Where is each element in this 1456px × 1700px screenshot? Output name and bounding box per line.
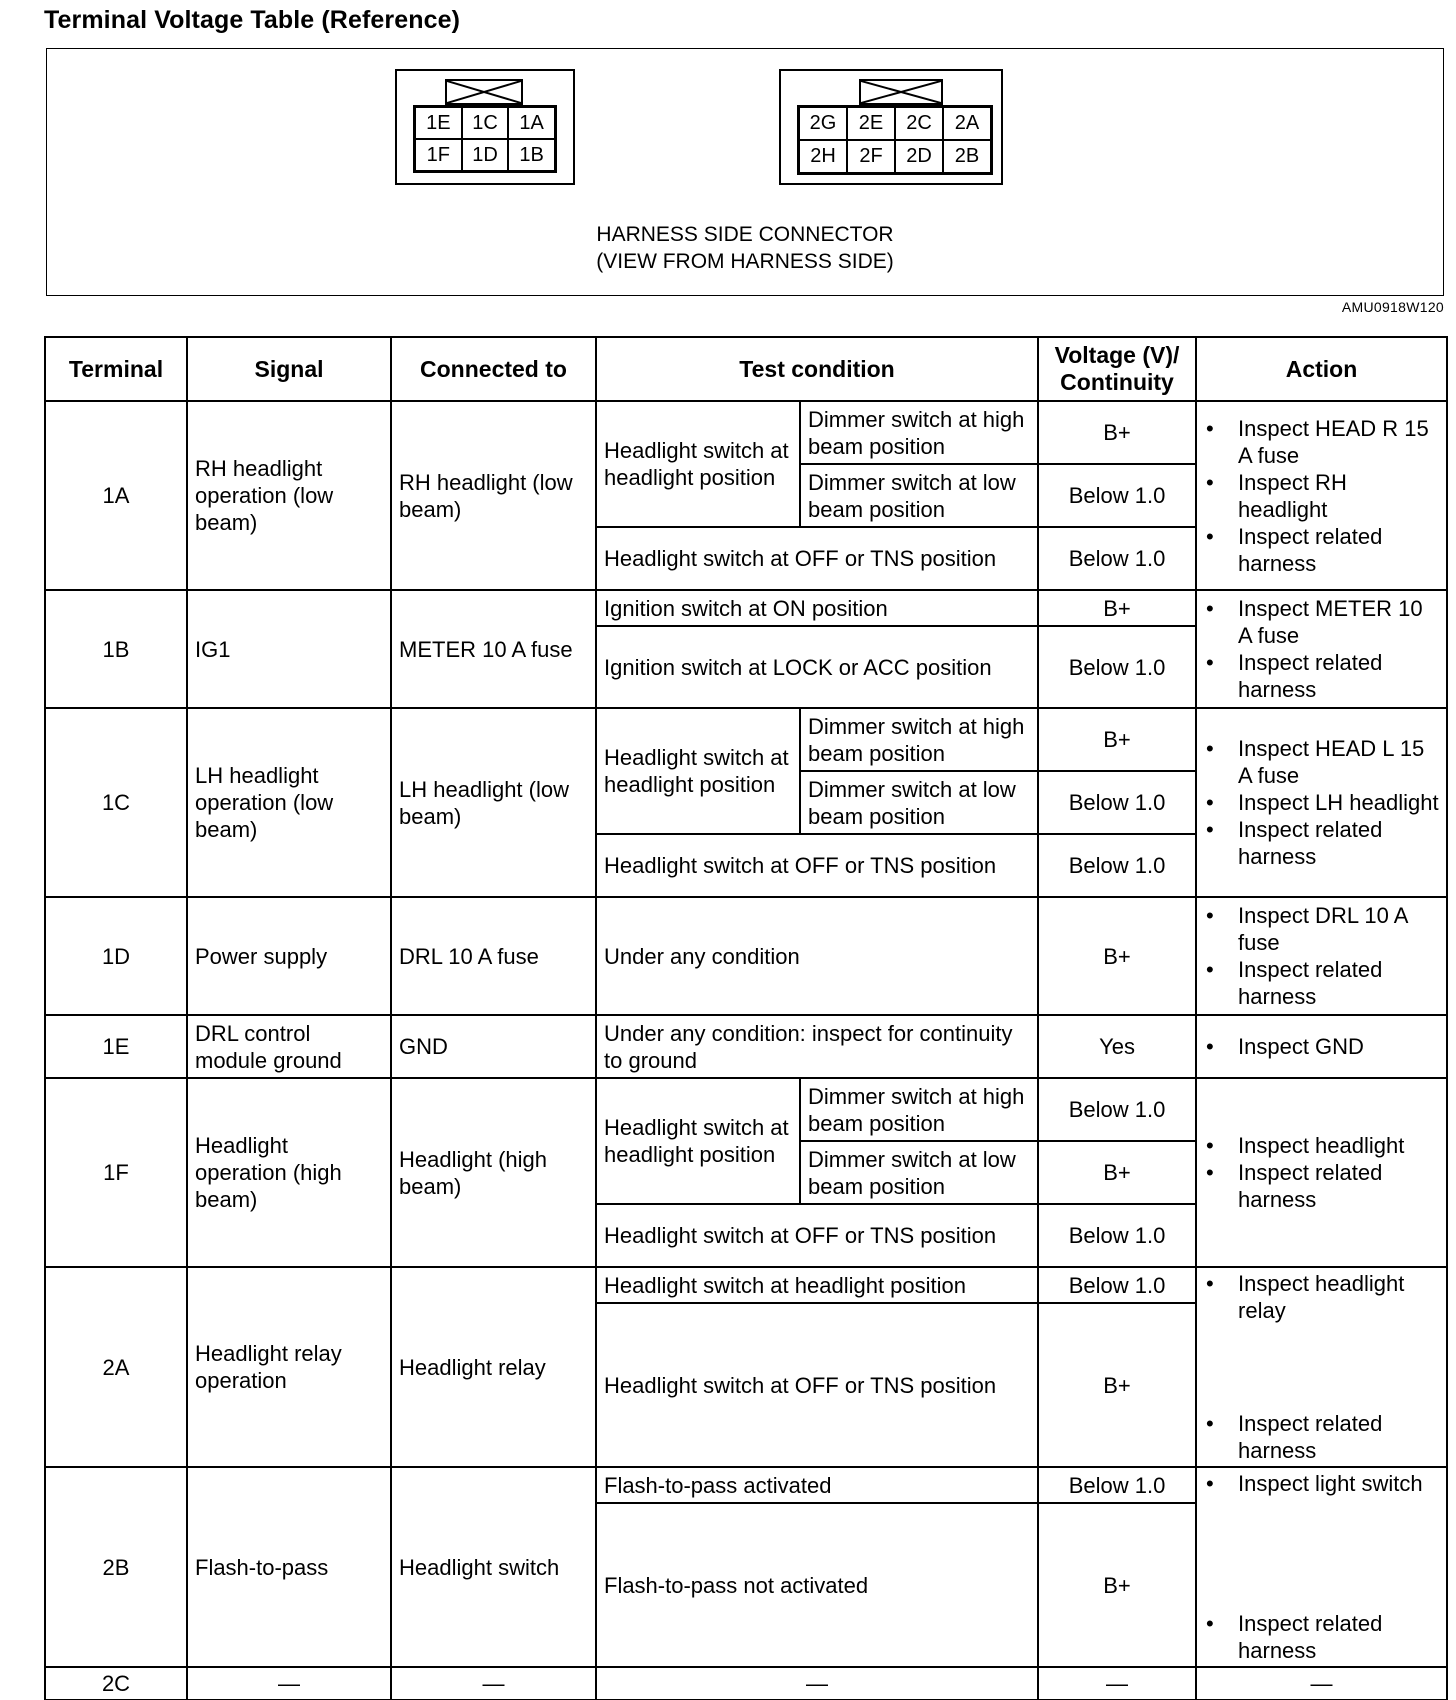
connected-cell: Headlight (high beam) (391, 1078, 596, 1267)
action-item: • Inspect related harness (1204, 816, 1439, 870)
condition-cell: Ignition switch at ON position (596, 590, 1038, 626)
signal-cell: Headlight relay operation (187, 1267, 391, 1467)
action-cell (1196, 1267, 1447, 1467)
connector-latch (859, 79, 943, 105)
pin-1A: 1A (508, 107, 555, 139)
voltage-cell: B+ (1038, 1141, 1196, 1204)
terminal-cell: 1F (45, 1078, 187, 1267)
pin-1D: 1D (462, 139, 509, 171)
action-item: • Inspect RH headlight (1204, 469, 1439, 523)
table-row (45, 401, 1447, 464)
pin-2A: 2A (943, 107, 991, 140)
header-signal: Signal (187, 337, 391, 401)
terminal-cell: 2B (45, 1467, 187, 1667)
connector-latch (445, 79, 523, 105)
page-title: Terminal Voltage Table (Reference) (44, 6, 461, 34)
condition-sub-cell: Dimmer switch at high beam position (800, 1078, 1038, 1141)
voltage-cell: — (1038, 1667, 1196, 1700)
header-action: Action (1196, 337, 1447, 401)
action-item: • Inspect related harness (1204, 1159, 1439, 1213)
pin-2F: 2F (847, 140, 895, 173)
pin-1B: 1B (508, 139, 555, 171)
action-item: • Inspect related harness (1204, 1610, 1439, 1664)
action-split (1204, 1470, 1439, 1664)
connected-cell: — (391, 1667, 596, 1700)
terminal-cell: 2C (45, 1667, 187, 1700)
action-item: • Inspect GND (1204, 1033, 1439, 1060)
voltage-cell: Below 1.0 (1038, 626, 1196, 708)
connected-cell: Headlight relay (391, 1267, 596, 1467)
condition-cell: Ignition switch at LOCK or ACC position (596, 626, 1038, 708)
action-item: • Inspect METER 10 A fuse (1204, 595, 1439, 649)
signal-cell: — (187, 1667, 391, 1700)
signal-cell: IG1 (187, 590, 391, 708)
header-voltage (1038, 337, 1196, 401)
table-row (45, 1267, 1447, 1303)
condition-sub-cell: Dimmer switch at high beam position (800, 401, 1038, 464)
terminal-cell: 1A (45, 401, 187, 590)
action-item: • Inspect DRL 10 A fuse (1204, 902, 1439, 956)
connector-1 (395, 69, 575, 185)
connected-cell: GND (391, 1015, 596, 1078)
signal-cell: LH headlight operation (low beam) (187, 708, 391, 897)
pin-grid (413, 105, 557, 173)
terminal-cell: 2A (45, 1267, 187, 1467)
condition-cell: Headlight switch at headlight position (596, 1267, 1038, 1303)
signal-cell: Headlight operation (high beam) (187, 1078, 391, 1267)
voltage-cell: B+ (1038, 708, 1196, 771)
voltage-cell: B+ (1038, 897, 1196, 1015)
action-cell (1196, 1467, 1447, 1667)
condition-sub-cell: Dimmer switch at low beam position (800, 771, 1038, 834)
header-connected-to: Connected to (391, 337, 596, 401)
condition-cell: Under any condition: inspect for continuity to ground (596, 1015, 1038, 1078)
signal-cell: Power supply (187, 897, 391, 1015)
connector-2 (779, 69, 1003, 185)
pin-2E: 2E (847, 107, 895, 140)
pin-2C: 2C (895, 107, 943, 140)
action-item: • Inspect headlight (1204, 1132, 1439, 1159)
table-row (45, 1467, 1447, 1503)
condition-cell: Headlight switch at OFF or TNS position (596, 527, 1038, 590)
table-row (45, 897, 1447, 1015)
header-test-condition: Test condition (596, 337, 1038, 401)
signal-cell: Flash-to-pass (187, 1467, 391, 1667)
condition-cell: Flash-to-pass activated (596, 1467, 1038, 1503)
table-row (45, 1667, 1447, 1700)
table-row (45, 1078, 1447, 1141)
action-item: • Inspect HEAD R 15 A fuse (1204, 415, 1439, 469)
pin-2H: 2H (799, 140, 847, 173)
connector-figure (46, 48, 1444, 296)
action-cell: — (1196, 1667, 1447, 1700)
terminal-cell: 1B (45, 590, 187, 708)
table-row (45, 1015, 1447, 1078)
table-row (45, 708, 1447, 771)
action-item: • Inspect LH headlight (1204, 789, 1439, 816)
header-terminal: Terminal (45, 337, 187, 401)
voltage-cell: Below 1.0 (1038, 1078, 1196, 1141)
table-row (45, 590, 1447, 626)
voltage-cell: Below 1.0 (1038, 1267, 1196, 1303)
connected-cell: LH headlight (low beam) (391, 708, 596, 897)
terminal-cell: 1D (45, 897, 187, 1015)
action-item: • Inspect related harness (1204, 956, 1439, 1010)
voltage-cell: Below 1.0 (1038, 1467, 1196, 1503)
action-item: • Inspect related harness (1204, 1410, 1439, 1464)
action-cell (1196, 897, 1447, 1015)
header-voltage-line1: Voltage (V)/ (1054, 342, 1180, 368)
condition-group-cell: Headlight switch at headlight position (596, 1078, 800, 1204)
action-cell (1196, 708, 1447, 897)
condition-cell: — (596, 1667, 1038, 1700)
signal-cell: RH headlight operation (low beam) (187, 401, 391, 590)
header-row (45, 337, 1447, 401)
terminal-voltage-table (44, 336, 1448, 1700)
pin-1C: 1C (462, 107, 509, 139)
signal-cell: DRL control module ground (187, 1015, 391, 1078)
header-voltage-line2: Continuity (1060, 369, 1174, 395)
voltage-cell: Below 1.0 (1038, 1204, 1196, 1267)
connected-cell: METER 10 A fuse (391, 590, 596, 708)
voltage-cell: Below 1.0 (1038, 527, 1196, 590)
voltage-cell: B+ (1038, 1503, 1196, 1667)
pin-1F: 1F (415, 139, 462, 171)
voltage-cell: Below 1.0 (1038, 771, 1196, 834)
connector-caption (47, 221, 1443, 275)
voltage-cell: Below 1.0 (1038, 834, 1196, 897)
figure-id: AMU0918W120 (1341, 299, 1444, 315)
condition-cell: Flash-to-pass not activated (596, 1503, 1038, 1667)
condition-sub-cell: Dimmer switch at low beam position (800, 1141, 1038, 1204)
connected-cell: DRL 10 A fuse (391, 897, 596, 1015)
terminal-cell: 1C (45, 708, 187, 897)
condition-sub-cell: Dimmer switch at high beam position (800, 708, 1038, 771)
pin-2G: 2G (799, 107, 847, 140)
condition-cell: Headlight switch at OFF or TNS position (596, 834, 1038, 897)
action-cell (1196, 590, 1447, 708)
condition-group-cell: Headlight switch at headlight position (596, 708, 800, 834)
pin-2D: 2D (895, 140, 943, 173)
action-item: • Inspect related harness (1204, 649, 1439, 703)
action-split (1204, 1270, 1439, 1464)
caption-line-2: (VIEW FROM HARNESS SIDE) (596, 250, 894, 273)
condition-cell: Under any condition (596, 897, 1038, 1015)
pin-2B: 2B (943, 140, 991, 173)
action-item: • Inspect related harness (1204, 523, 1439, 577)
action-item: • Inspect light switch (1204, 1470, 1439, 1497)
terminal-cell: 1E (45, 1015, 187, 1078)
condition-cell: Headlight switch at OFF or TNS position (596, 1204, 1038, 1267)
caption-line-1: HARNESS SIDE CONNECTOR (596, 223, 894, 246)
connected-cell: RH headlight (low beam) (391, 401, 596, 590)
voltage-cell: Below 1.0 (1038, 464, 1196, 527)
condition-group-cell: Headlight switch at headlight position (596, 401, 800, 527)
action-item: • Inspect HEAD L 15 A fuse (1204, 735, 1439, 789)
action-cell (1196, 1015, 1447, 1078)
voltage-cell: Yes (1038, 1015, 1196, 1078)
voltage-cell: B+ (1038, 590, 1196, 626)
action-item: • Inspect headlight relay (1204, 1270, 1439, 1324)
pin-1E: 1E (415, 107, 462, 139)
voltage-cell: B+ (1038, 1303, 1196, 1467)
action-cell (1196, 1078, 1447, 1267)
pin-grid (797, 105, 993, 175)
connected-cell: Headlight switch (391, 1467, 596, 1667)
action-cell (1196, 401, 1447, 590)
condition-sub-cell: Dimmer switch at low beam position (800, 464, 1038, 527)
condition-cell: Headlight switch at OFF or TNS position (596, 1303, 1038, 1467)
voltage-cell: B+ (1038, 401, 1196, 464)
